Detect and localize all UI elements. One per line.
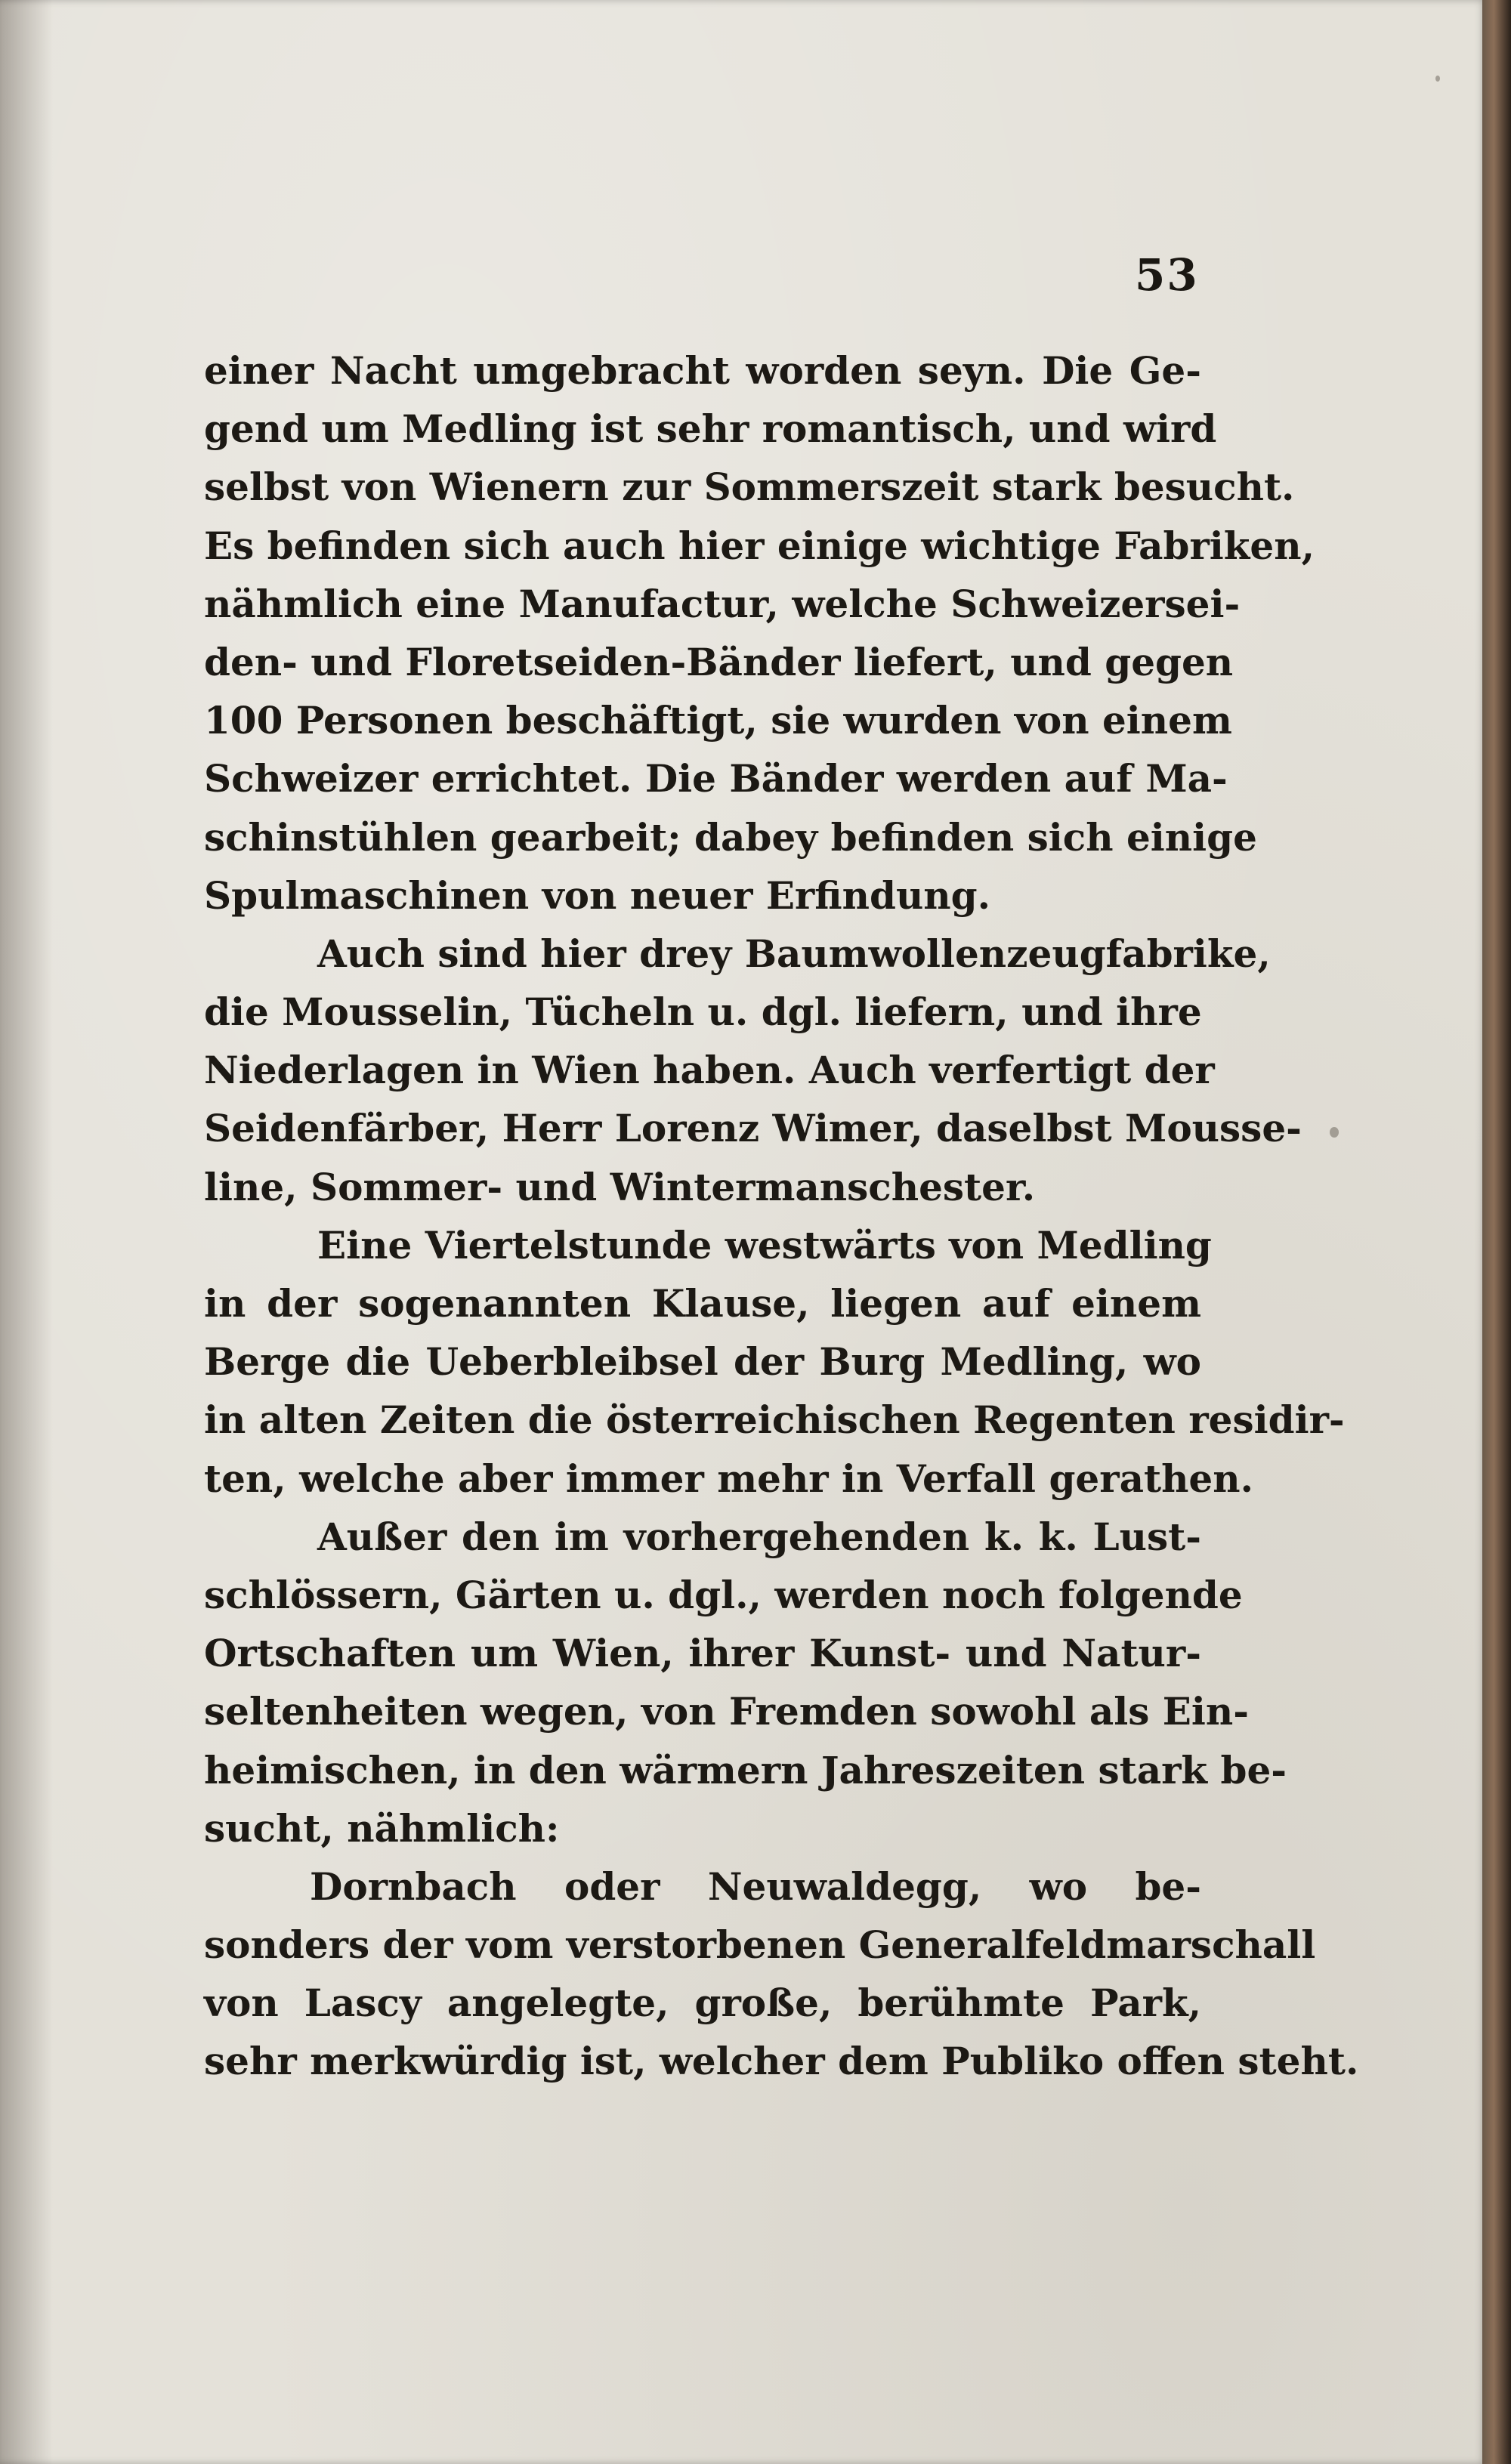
page-edge — [1482, 0, 1511, 2464]
text-line: schinstühlen gearbeit; dabey befinden sich einige — [204, 814, 1257, 860]
page-number: 53 — [1135, 249, 1199, 301]
ink-spot — [1330, 1127, 1339, 1138]
text-line: sucht, nähmlich: — [204, 1805, 560, 1851]
paragraph-start: Auch sind hier drey Baumwollenzeugfabrike, — [317, 931, 1271, 976]
text-line: Es befinden sich auch hier einige wichtige Fabriken, — [204, 523, 1315, 568]
paragraph-start: Außer den im vorhergehenden k. k. Lust- — [317, 1514, 1201, 1559]
text-line: Niederlagen in Wien haben. Auch verfertigt der — [204, 1048, 1215, 1093]
text-line: in der sogenannten Klause, liegen auf einem — [204, 1281, 1201, 1326]
text-line: die Mousselin, Tücheln u. dgl. liefern, und ihre — [204, 990, 1202, 1035]
text-line: von Lascy angelegte, große, berühmte Park, — [204, 1981, 1201, 2026]
text-line: Berge die Ueberbleibsel der Burg Medling, wo — [204, 1339, 1201, 1385]
text-line: seltenheiten wegen, von Fremden sowohl als Ein- — [204, 1689, 1250, 1734]
text-line: 100 Personen beschäftigt, sie wurden von einem — [204, 698, 1232, 743]
text-line: sehr merkwürdig ist, welcher dem Publiko offen steht. — [204, 2039, 1359, 2084]
text-line: Spulmaschinen von neuer Erfindung. — [204, 872, 991, 918]
text-line: sonders der vom verstorbenen Generalfeldmarschall — [204, 1922, 1316, 1968]
gutter-shadow — [0, 0, 53, 2464]
text-line: Ortschaften um Wien, ihrer Kunst- und Natur- — [204, 1631, 1201, 1676]
text-line: Schweizer errichtet. Die Bänder werden auf Ma- — [204, 756, 1228, 801]
paragraph-start: Eine Viertelstunde westwärts von Medling — [317, 1222, 1212, 1268]
text-line: ten, welche aber immer mehr in Verfall gerathen. — [204, 1456, 1253, 1501]
text-line: selbst von Wienern zur Sommerszeit stark besucht. — [204, 465, 1295, 510]
text-line: schlössern, Gärten u. dgl., werden noch folgende — [204, 1572, 1243, 1617]
text-line: Seidenfärber, Herr Lorenz Wimer, daselbst Mousse- — [204, 1106, 1302, 1151]
paragraph-start: Dornbach oder Neuwaldegg, wo be- — [310, 1863, 1201, 1909]
text-line: in alten Zeiten die österreichischen Regenten residir- — [204, 1397, 1345, 1443]
text-line: gend um Medling ist sehr romantisch, und wird — [204, 406, 1217, 452]
text-line: den- und Floretseiden-Bänder liefert, und gegen — [204, 639, 1234, 684]
text-line: line, Sommer- und Wintermanschester. — [204, 1164, 1036, 1209]
text-line: einer Nacht umgebracht worden seyn. Die Ge- — [204, 348, 1201, 393]
text-line: nähmlich eine Manufactur, welche Schweizersei- — [204, 581, 1241, 626]
text-line: heimischen, in den wärmern Jahreszeiten stark be- — [204, 1747, 1287, 1792]
ink-spot — [1435, 76, 1440, 82]
body-text — [204, 341, 1359, 2091]
